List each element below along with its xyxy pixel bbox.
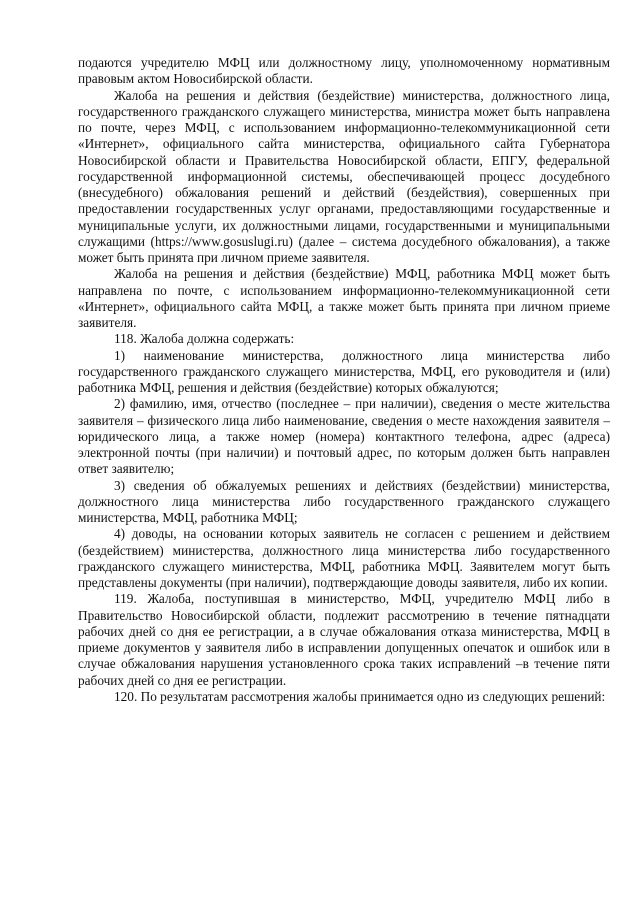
list-item-1: 1) наименование министерства, должностного лица министерства либо государственного гражданского служащего министерства, МФЦ, его руководителя и (или) работника МФЦ, решения и действия (бездействие) которых обжалуются; — [78, 347, 610, 395]
paragraph-continuation: подаются учредителю МФЦ или должностному лицу, уполномоченному нормативным правовым актом Новосибирской области. — [78, 55, 610, 87]
list-item-4: 4) доводы, на основании которых заявитель не согласен с решением и действием (бездействием) министерства, должностного лица министерства либо государственного гражданского служащего министерства, МФЦ, работника МФЦ. Заявителем могут быть представлены документы (при наличии), подтверждающие доводы заявителя, либо их копии. — [78, 526, 610, 590]
document-page — [78, 55, 610, 705]
list-item-3: 3) сведения об обжалуемых решениях и действиях (бездействии) министерства, должностного лица министерства либо государственного гражданского служащего министерства, МФЦ, работника МФЦ; — [78, 477, 610, 525]
paragraph-118-heading: 118. Жалоба должна содержать: — [114, 331, 295, 347]
paragraph-119: 119. Жалоба, поступившая в министерство, МФЦ, учредителю МФЦ либо в Правительство Новосибирской области, подлежит рассмотрению в течение пятнадцати рабочих дней со дня ее регистрации, а в случае обжалования отказа министерства, МФЦ в приеме документов у заявителя либо в исправлении допущенных опечаток и ошибок или в случае обжалования нарушения установленного срока таких исправлений –в течение пяти рабочих дней со дня ее регистрации. — [78, 591, 610, 688]
list-item-2: 2) фамилию, имя, отчество (последнее – при наличии), сведения о месте жительства заявителя – физического лица либо наименование, сведения о месте нахождения заявителя – юридического лица, а также номер (номера) контактного телефона, адрес (адреса) электронной почты (при наличии) и почтовый адрес, по которым должен быть направлен ответ заявителю; — [78, 396, 610, 477]
paragraph-120: 120. По результатам рассмотрения жалобы принимается одно из следующих решений: — [114, 688, 606, 704]
paragraph-complaint-mfc-channels: Жалоба на решения и действия (бездействие) МФЦ, работника МФЦ может быть направлена по почте, с использованием информационно-телекоммуникационной сети «Интернет», официального сайта МФЦ, а также может быть принята при личном приеме заявителя. — [78, 266, 610, 330]
paragraph-complaint-ministry-channels: Жалоба на решения и действия (бездействие) министерства, должностного лица, государственного гражданского служащего министерства, министра может быть направлена по почте, через МФЦ, с использованием информационно-телекоммуникационной сети «Интернет», официального сайта министерства, официального сайта Губернатора Новосибирской области и Правительства Новосибирской области, ЕПГУ, федеральной государственной информационной системы, обеспечивающей процесс досудебного (внесудебного) обжалования решений и действий (бездействия), совершенных при предоставлении государственных услуг органами, предоставляющими государственные и муниципальные услуги, их должностными лицами, государственными и муниципальными служащими (https://www.gosuslugi.ru) (далее – система досудебного обжалования), а также может быть принята при личном приеме заявителя. — [78, 87, 610, 265]
